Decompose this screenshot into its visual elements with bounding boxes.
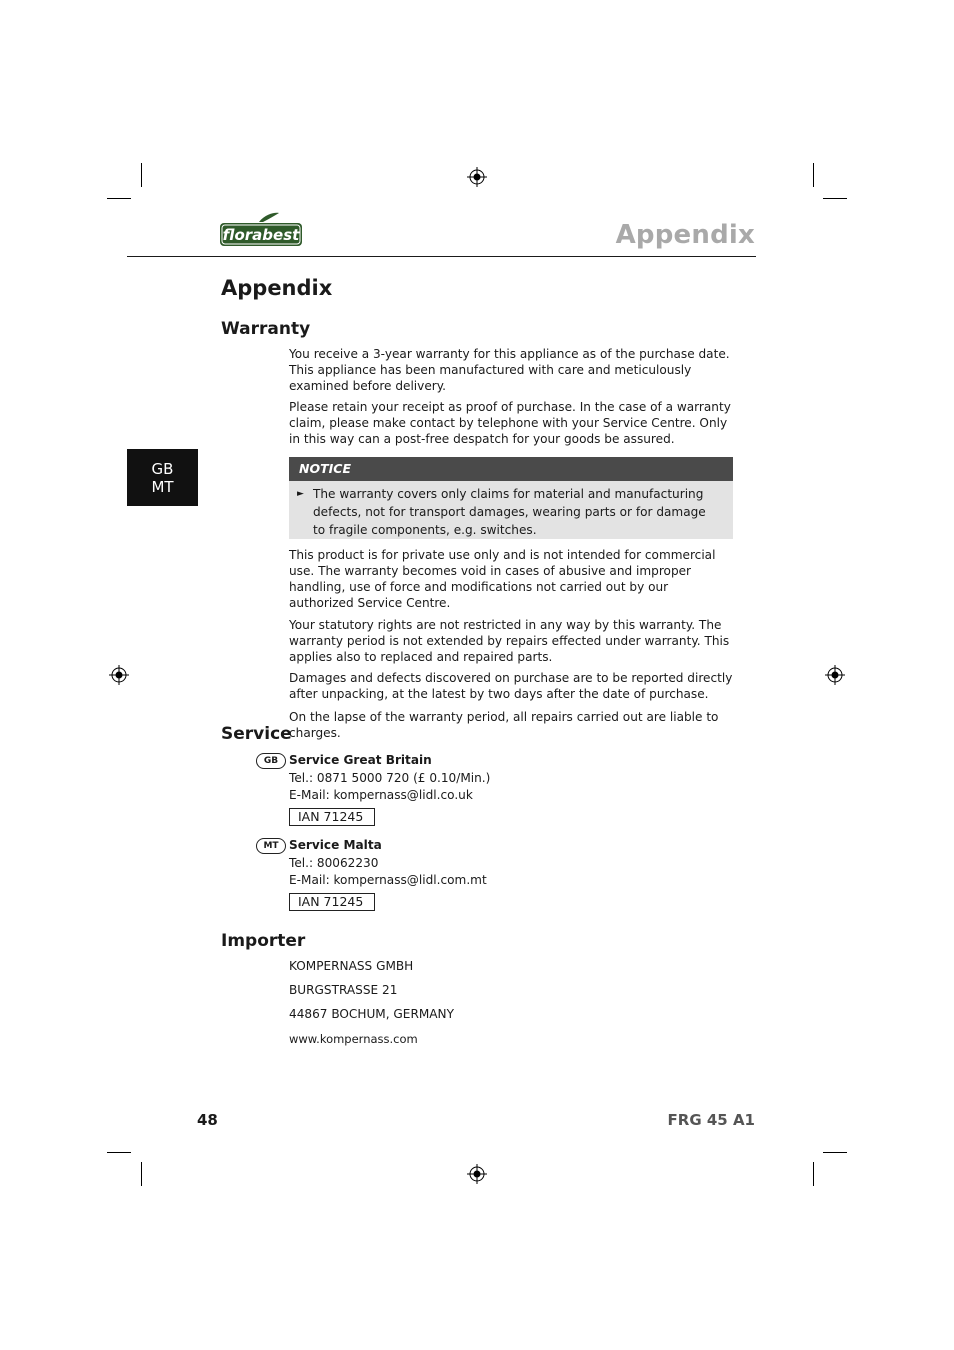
- service-heading: Service: [221, 724, 292, 744]
- notice-label: NOTICE: [289, 457, 733, 481]
- notice-text: The warranty covers only claims for material and manufacturing defects, not for transport damages, wearing parts or for damage to fragile components, e.g. switches.: [313, 487, 706, 537]
- gb-country-badge: GB: [256, 753, 286, 769]
- notice-box: [289, 457, 733, 539]
- warranty-terms: [289, 547, 733, 741]
- service-centre-title: Service Great Britain: [289, 753, 432, 767]
- warranty-paragraph: Your statutory rights are not restricted in any way by this warranty. The warranty period is not extended by repairs effected under warranty. This applies also to replaced and repaired parts.: [289, 618, 730, 664]
- page-heading: Appendix: [221, 276, 333, 300]
- service-centre-gb: [289, 752, 589, 826]
- crop-mark: [107, 1152, 131, 1153]
- bullet-arrow-icon: ►: [297, 489, 304, 499]
- ian-number-box: IAN 71245: [289, 893, 375, 911]
- warranty-paragraph: This product is for private use only and is not intended for commercial use. The warranty becomes void in cases of abusive and improper handling, use of force and modifications not carried out by our authorized Service Centre.: [289, 548, 716, 610]
- page-number: 48: [197, 1111, 218, 1129]
- crop-mark: [141, 163, 142, 187]
- registration-mark-icon: [109, 665, 129, 685]
- language-tab-line2: MT: [151, 477, 174, 496]
- svg-text:florabest: florabest: [222, 226, 300, 244]
- crop-mark: [141, 1162, 142, 1186]
- warranty-paragraph: Please retain your receipt as proof of purchase. In the case of a warranty claim, please make contact by telephone with your Service Centre. Only in this way can a post-free despatch for your goods be assured.: [289, 400, 731, 446]
- crop-mark: [823, 1152, 847, 1153]
- model-number: FRG 45 A1: [667, 1111, 755, 1129]
- crop-mark: [823, 198, 847, 199]
- warranty-paragraph: On the lapse of the warranty period, all repairs carried out are liable to charges.: [289, 710, 719, 740]
- crop-mark: [107, 198, 131, 199]
- service-email: E-Mail: kompernass@lidl.com.mt: [289, 873, 487, 887]
- notice-body: [289, 481, 733, 539]
- service-phone: Tel.: 0871 5000 720 (£ 0.10/Min.): [289, 770, 491, 785]
- service-email: E-Mail: kompernass@lidl.co.uk: [289, 788, 473, 802]
- header-rule: [127, 256, 756, 257]
- service-centre-mt: [289, 837, 589, 911]
- warranty-intro: [289, 346, 733, 447]
- warranty-paragraph: You receive a 3-year warranty for this appliance as of the purchase date. This appliance has been manufactured with care and meticulously examined before delivery.: [289, 347, 730, 393]
- service-centre-title: Service Malta: [289, 838, 382, 852]
- importer-city: 44867 BOCHUM, GERMANY: [289, 1007, 454, 1021]
- crop-mark: [813, 163, 814, 187]
- ian-number-box: IAN 71245: [289, 808, 375, 826]
- importer-heading: Importer: [221, 931, 306, 951]
- service-phone: Tel.: 80062230: [289, 855, 379, 870]
- mt-country-badge: MT: [256, 838, 286, 854]
- registration-mark-icon: [825, 665, 845, 685]
- header-title: Appendix: [615, 220, 755, 250]
- language-tab-line1: GB: [151, 459, 174, 478]
- importer-street: BURGSTRASSE 21: [289, 983, 398, 997]
- registration-mark-icon: [467, 1164, 487, 1184]
- warranty-paragraph: Damages and defects discovered on purchase are to be reported directly after unpacking, at the latest by two days after the date of purchase.: [289, 671, 733, 701]
- warranty-heading: Warranty: [221, 319, 311, 339]
- language-tab: [127, 449, 198, 506]
- importer-website[interactable]: www.kompernass.com: [289, 1032, 418, 1046]
- crop-mark: [813, 1162, 814, 1186]
- importer-company: KOMPERNASS GMBH: [289, 959, 414, 973]
- registration-mark-icon: [467, 167, 487, 187]
- florabest-logo: [219, 212, 303, 248]
